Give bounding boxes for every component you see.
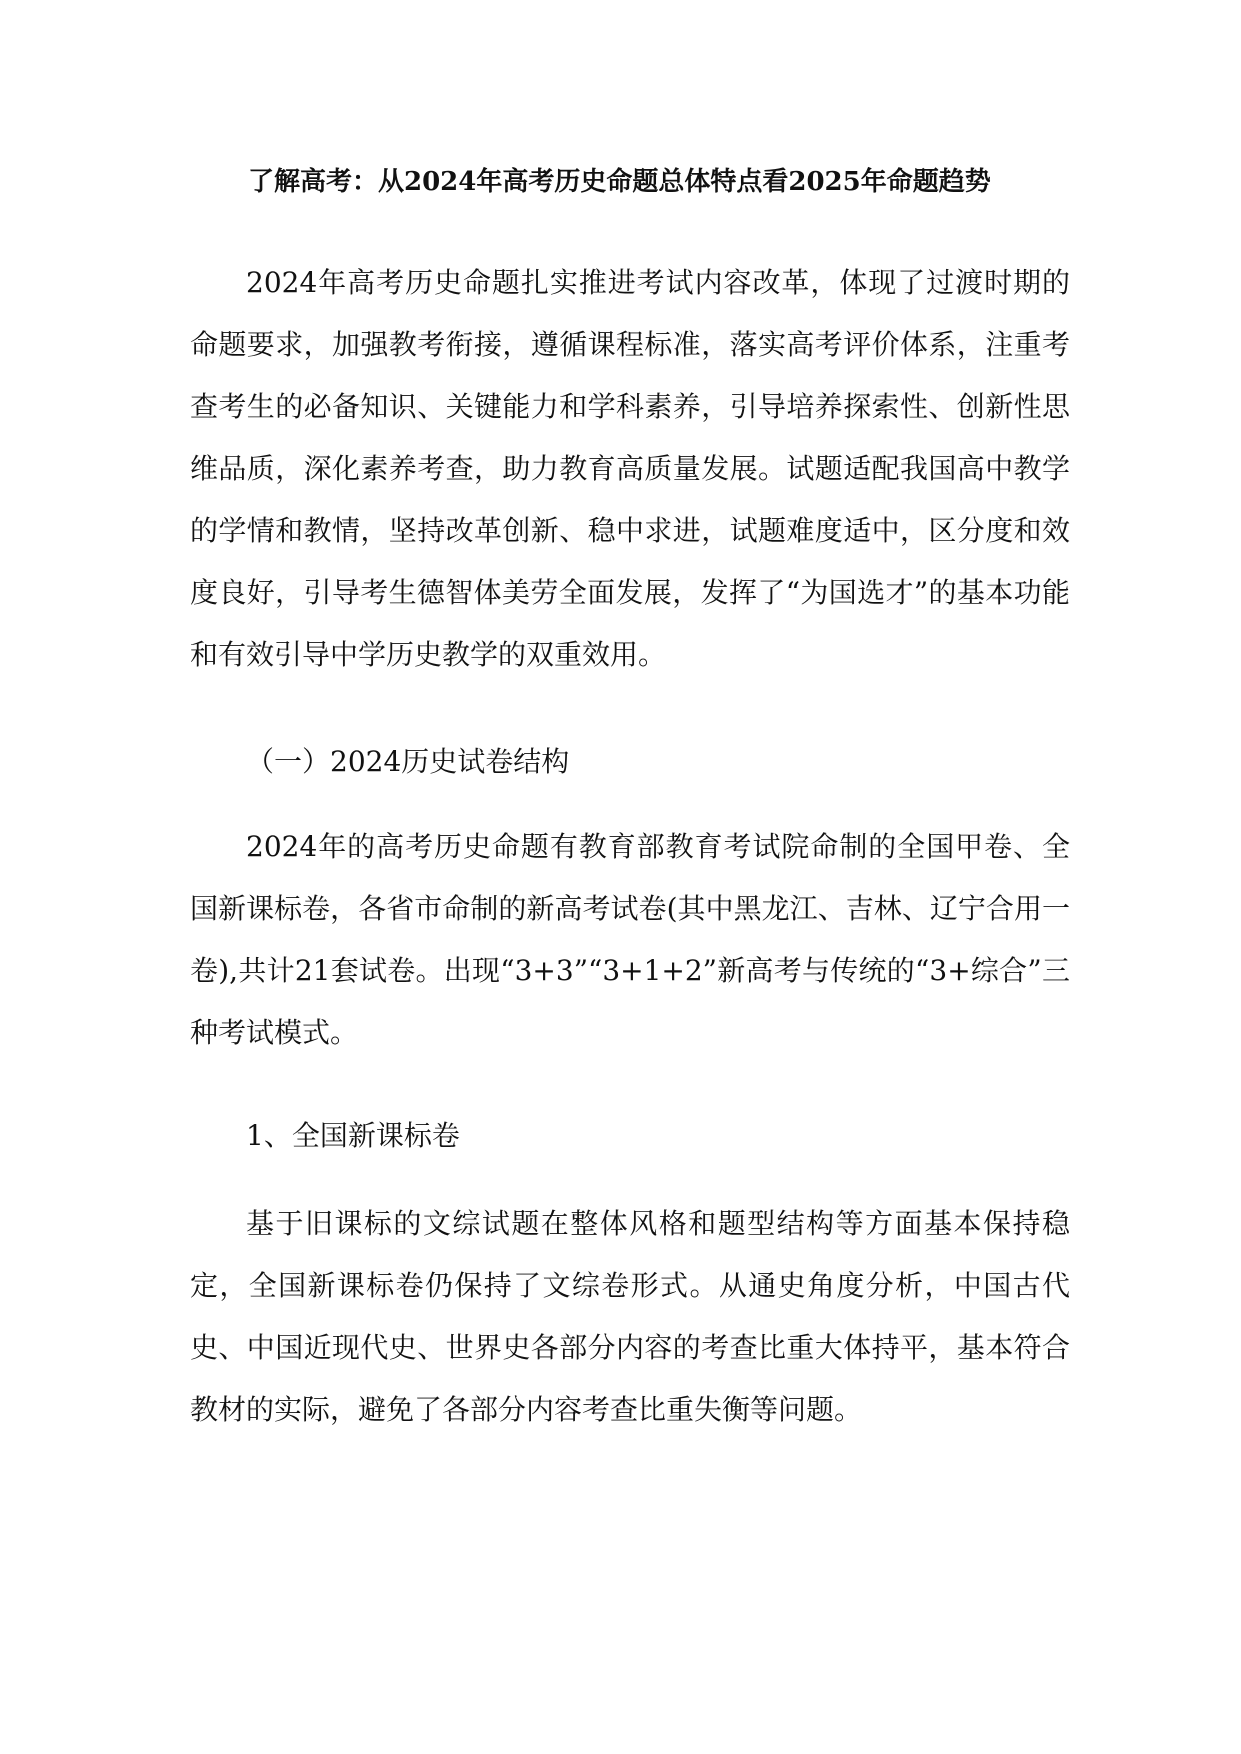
section-heading-exam-structure: （一）2024历史试卷结构 [246, 745, 570, 778]
document-title: 了解高考：从2024年高考历史命题总体特点看2025年命题趋势 [248, 167, 991, 197]
intro-paragraph: 2024年高考历史命题扎实推进考试内容改革，体现了过渡时期的命题要求，加强教考衔接，遵循课程标准，落实高考评价体系，注重考查考生的必备知识、关键能力和学科素养，引导培养探索性、创新性思维品质，深化素养考查，助力教育高质量发展。试题适配我国高中教学的学情和教情，坚持改革创新、稳中求进，试题难度适中，区分度和效度良好，引导考生德智体美劳全面发展，发挥了“为国选才”的基本功能和有效引导中学历史教学的双重效用。 [190, 266, 1070, 671]
national-new-curriculum-paragraph: 基于旧课标的文综试题在整体风格和题型结构等方面基本保持稳定，全国新课标卷仍保持了文综卷形式。从通史角度分析，中国古代史、中国近现代史、世界史各部分内容的考查比重大体持平，基本符合教材的实际，避免了各部分内容考查比重失衡等问题。 [190, 1207, 1070, 1426]
exam-structure-paragraph: 2024年的高考历史命题有教育部教育考试院命制的全国甲卷、全国新课标卷，各省市命制的新高考试卷(其中黑龙江、吉林、辽宁合用一卷),共计21套试卷。出现“3+3”“3+1+2”新高考与传统的“3+综合”三种考试模式。 [190, 830, 1070, 1049]
subsection-heading-national-new-curriculum: 1、全国新课标卷 [246, 1119, 460, 1152]
